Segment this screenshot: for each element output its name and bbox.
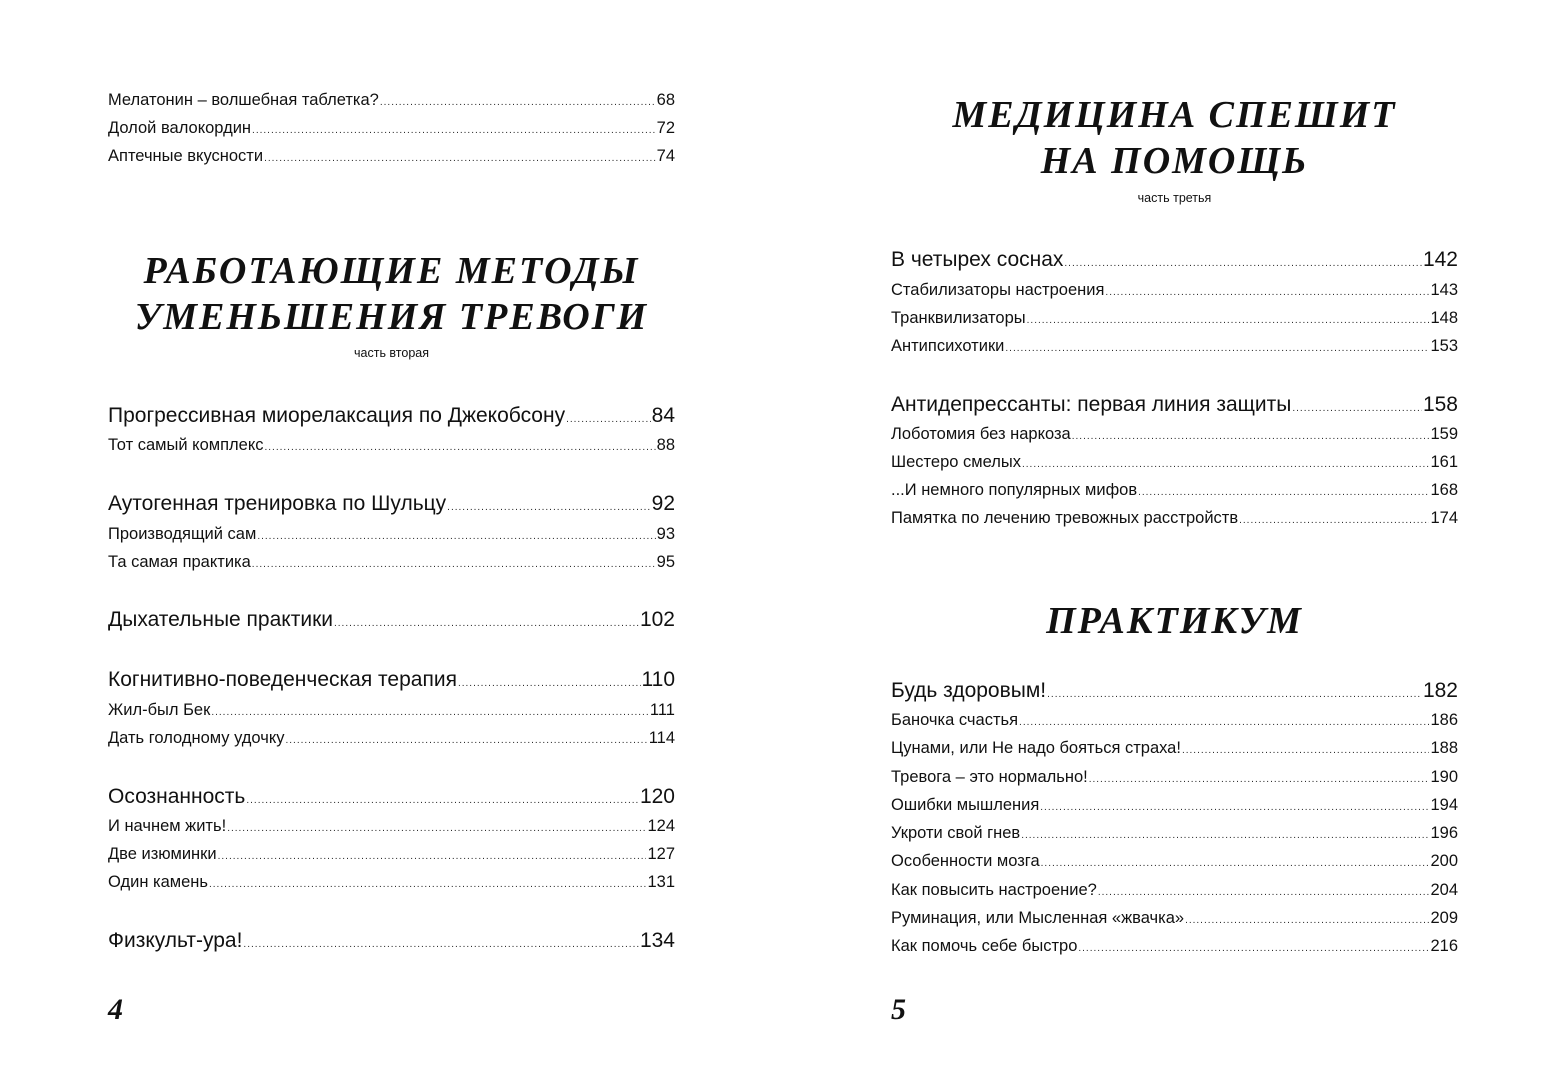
part-subtitle: часть вторая: [354, 346, 429, 360]
toc-leader-dots: [1064, 252, 1422, 276]
toc-leader-dots: [1021, 826, 1429, 846]
toc-entry[interactable]: [891, 908, 1458, 931]
toc-entry-page: 68: [656, 91, 675, 109]
toc-entry-page: 95: [656, 553, 675, 571]
toc-entry-page: 200: [1430, 852, 1458, 870]
toc-chapter[interactable]: [108, 785, 675, 813]
part-subtitle: часть третья: [1137, 191, 1212, 205]
part-title: [60, 248, 723, 340]
toc-entry-title: Руминация, или Мысленная «жвачка»: [891, 909, 1185, 927]
toc-entry-title: Две изюминки: [108, 845, 217, 863]
toc-entry-title: Аутогенная тренировка по Шульцу: [108, 492, 447, 515]
toc-entry-title: Один камень: [108, 873, 208, 891]
toc-entry[interactable]: [108, 700, 675, 723]
part-title-line: НА ПОМОЩЬ: [1040, 140, 1309, 182]
toc-entry-page: 131: [647, 873, 675, 891]
toc-leader-dots: [264, 149, 656, 169]
toc-entry-page: 120: [639, 785, 675, 808]
toc-entry-page: 190: [1430, 768, 1458, 786]
toc-entry-title: Тревога – это нормально!: [891, 768, 1088, 786]
toc-entry[interactable]: [108, 816, 675, 839]
toc-entry-title: Как повысить настроение?: [891, 881, 1097, 899]
toc-entry[interactable]: [108, 146, 675, 169]
toc-entry-page: 159: [1430, 425, 1458, 443]
toc-entry-page: 158: [1422, 393, 1458, 416]
toc-entry-title: ...И немного популярных мифов: [891, 481, 1138, 499]
toc-leader-dots: [1005, 339, 1429, 359]
toc-entry[interactable]: [891, 851, 1458, 874]
part-title-line: УМЕНЬШЕНИЯ ТРЕВОГИ: [134, 296, 649, 338]
toc-leader-dots: [218, 847, 647, 867]
toc-entry[interactable]: [108, 435, 675, 458]
toc-entry-title: Дыхательные практики: [108, 608, 333, 631]
toc-entry-title: Жил-был Бек: [108, 701, 211, 719]
toc-leader-dots: [1138, 483, 1429, 503]
toc-entry-title: Баночка счастья: [891, 711, 1019, 729]
toc-entry[interactable]: [891, 880, 1458, 903]
toc-entry-page: 153: [1430, 337, 1458, 355]
toc-entry[interactable]: [891, 480, 1458, 503]
toc-entry-title: И начнем жить!: [108, 817, 227, 835]
toc-leader-dots: [286, 731, 648, 751]
toc-entry-title: Та самая практика: [108, 553, 251, 571]
toc-entry-page: 182: [1422, 679, 1458, 702]
toc-leader-dots: [334, 612, 639, 636]
toc-entry-title: Ошибки мышления: [891, 796, 1040, 814]
toc-chapter[interactable]: [891, 393, 1458, 421]
toc-entry-page: 84: [651, 404, 675, 427]
toc-leader-dots: [1047, 683, 1422, 707]
toc-chapter[interactable]: [108, 492, 675, 520]
toc-leader-dots: [252, 121, 656, 141]
toc-entry[interactable]: [891, 738, 1458, 761]
toc-chapter[interactable]: [108, 404, 675, 432]
toc-entry-title: Антипсихотики: [891, 337, 1005, 355]
toc-entry-title: Осознанность: [108, 785, 246, 808]
toc-leader-dots: [1078, 939, 1429, 959]
toc-entry[interactable]: [108, 90, 675, 113]
toc-leader-dots: [1022, 455, 1429, 475]
toc-entry-page: 186: [1430, 711, 1458, 729]
toc-leader-dots: [1185, 911, 1429, 931]
toc-leader-dots: [1027, 311, 1430, 331]
toc-entry-title: Прогрессивная миорелаксация по Джекобсону: [108, 404, 566, 427]
toc-leader-dots: [257, 527, 655, 547]
toc-chapter[interactable]: [891, 248, 1458, 276]
toc-entry[interactable]: [108, 728, 675, 751]
toc-leader-dots: [1041, 854, 1430, 874]
toc-entry-title: Производящий сам: [108, 525, 257, 543]
toc-leader-dots: [209, 875, 646, 895]
practicum-title: ПРАКТИКУМ: [1046, 600, 1303, 642]
toc-entry-page: 204: [1430, 881, 1458, 899]
toc-leader-dots: [1105, 283, 1429, 303]
toc-entry[interactable]: [891, 424, 1458, 447]
toc-leader-dots: [1072, 427, 1430, 447]
toc-leader-dots: [243, 933, 639, 957]
page-number: 5: [891, 993, 906, 1026]
toc-entry-title: Будь здоровым!: [891, 679, 1047, 702]
toc-entry-page: 74: [656, 147, 675, 165]
toc-entry-title: Физкульт-ура!: [108, 929, 243, 952]
toc-entry-page: 110: [641, 668, 675, 691]
toc-entry[interactable]: [108, 118, 675, 141]
toc-entry-title: Укроти свой гнев: [891, 824, 1021, 842]
toc-entry-title: В четырех соснах: [891, 248, 1064, 271]
toc-leader-dots: [458, 672, 641, 696]
toc-entry-page: 124: [647, 817, 675, 835]
toc-entry[interactable]: [108, 524, 675, 547]
toc-leader-dots: [265, 438, 656, 458]
toc-entry[interactable]: [891, 710, 1458, 733]
toc-entry-title: Стабилизаторы настроения: [891, 281, 1105, 299]
toc-entry[interactable]: [891, 280, 1458, 303]
toc-entry[interactable]: [108, 552, 675, 575]
toc-entry[interactable]: [891, 308, 1458, 331]
toc-entry[interactable]: [891, 508, 1458, 531]
toc-entry[interactable]: [891, 767, 1458, 790]
toc-entry-title: Памятка по лечению тревожных расстройств: [891, 509, 1239, 527]
toc-entry-page: 92: [651, 492, 675, 515]
toc-entry-page: 216: [1430, 937, 1458, 955]
toc-entry-page: 111: [649, 701, 675, 719]
toc-leader-dots: [227, 819, 646, 839]
toc-entry-title: Антидепрессанты: первая линия защиты: [891, 393, 1292, 416]
toc-entry-page: 161: [1430, 453, 1458, 471]
page-number: 4: [108, 993, 123, 1026]
toc-entry-title: Дать голодному удочку: [108, 729, 285, 747]
toc-entry-page: 174: [1430, 509, 1458, 527]
toc-entry-page: 168: [1430, 481, 1458, 499]
toc-chapter[interactable]: [108, 668, 675, 696]
toc-entry-page: 188: [1430, 739, 1458, 757]
toc-entry-page: 148: [1430, 309, 1458, 327]
toc-entry-title: Когнитивно-поведенческая терапия: [108, 668, 457, 691]
toc-entry-page: 114: [648, 729, 675, 747]
toc-entry-page: 143: [1430, 281, 1458, 299]
toc-chapter[interactable]: [108, 929, 675, 957]
toc-leader-dots: [1040, 798, 1429, 818]
toc-entry[interactable]: [108, 872, 675, 895]
toc-entry-title: Цунами, или Не надо бояться страха!: [891, 739, 1181, 757]
toc-entry-title: Лоботомия без наркоза: [891, 425, 1071, 443]
toc-leader-dots: [211, 703, 649, 723]
toc-leader-dots: [447, 496, 650, 520]
toc-leader-dots: [1019, 713, 1429, 733]
toc-leader-dots: [252, 555, 656, 575]
toc-leader-dots: [380, 93, 656, 113]
toc-chapter[interactable]: [108, 608, 675, 636]
toc-entry[interactable]: [891, 452, 1458, 475]
toc-entry-title: Как помочь себе быстро: [891, 937, 1078, 955]
toc-entry[interactable]: [891, 336, 1458, 359]
toc-entry-title: Долой валокордин: [108, 119, 252, 137]
toc-entry-page: 102: [639, 608, 675, 631]
part-title: [843, 92, 1506, 184]
part-title-line: РАБОТАЮЩИЕ МЕТОДЫ: [143, 250, 640, 292]
toc-entry[interactable]: [108, 844, 675, 867]
toc-entry-title: Тот самый комплекс: [108, 436, 264, 454]
toc-entry-page: 142: [1422, 248, 1458, 271]
toc-entry-title: Шестеро смелых: [891, 453, 1021, 471]
toc-leader-dots: [1098, 883, 1430, 903]
toc-leader-dots: [1182, 741, 1430, 761]
toc-entry-page: 88: [656, 436, 675, 454]
toc-leader-dots: [1089, 770, 1430, 790]
toc-entry-page: 196: [1430, 824, 1458, 842]
toc-entry[interactable]: [891, 823, 1458, 846]
toc-entry-title: Особенности мозга: [891, 852, 1040, 870]
toc-entry-page: 93: [656, 525, 675, 543]
toc-entry-title: Аптечные вкусности: [108, 147, 264, 165]
toc-entry-title: Мелатонин – волшебная таблетка?: [108, 91, 379, 109]
toc-leader-dots: [246, 789, 639, 813]
toc-entry[interactable]: [891, 936, 1458, 959]
toc-entry-page: 134: [639, 929, 675, 952]
toc-leader-dots: [1292, 397, 1422, 421]
right-page: [783, 0, 1566, 1080]
part-title-line: МЕДИЦИНА СПЕШИТ: [952, 94, 1397, 136]
toc-entry-title: Транквилизаторы: [891, 309, 1026, 327]
toc-entry[interactable]: [891, 795, 1458, 818]
toc-chapter[interactable]: [891, 679, 1458, 707]
toc-entry-page: 72: [656, 119, 675, 137]
toc-leader-dots: [566, 408, 651, 432]
toc-entry-page: 209: [1430, 909, 1458, 927]
toc-entry-page: 127: [647, 845, 675, 863]
toc-entry-page: 194: [1430, 796, 1458, 814]
toc-leader-dots: [1239, 511, 1429, 531]
